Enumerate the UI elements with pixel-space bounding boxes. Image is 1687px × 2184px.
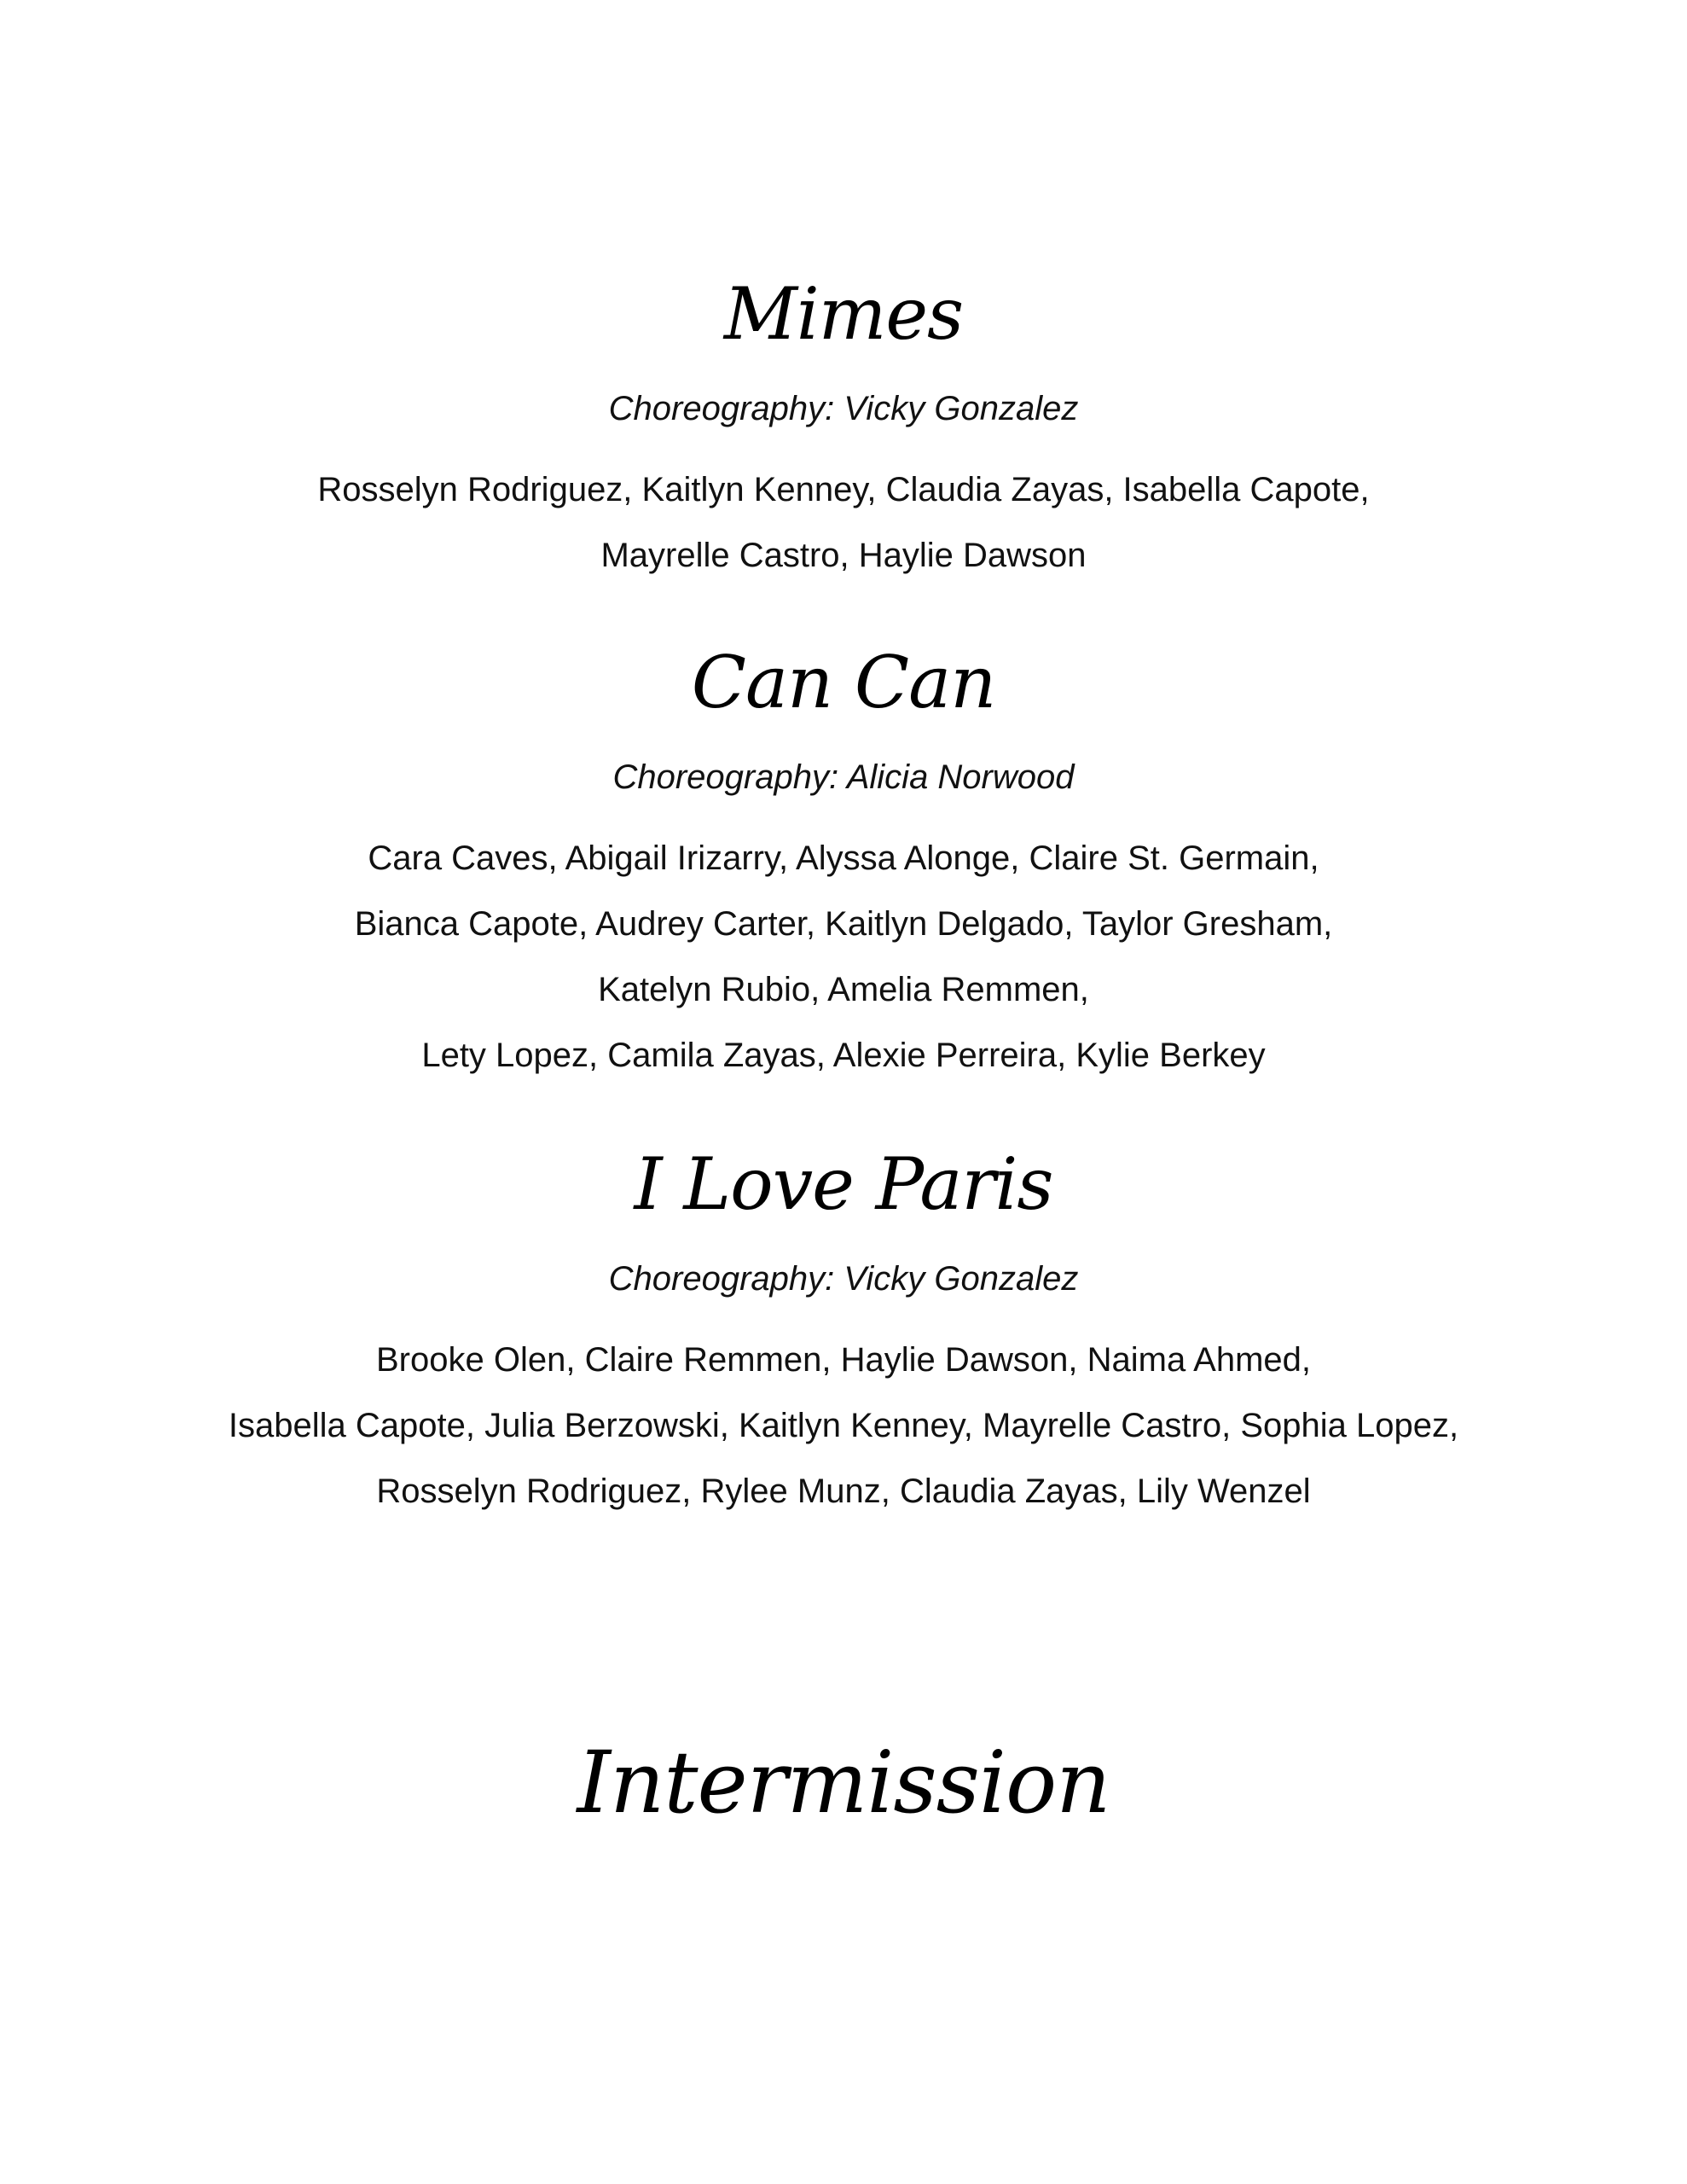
cast-line: Lety Lopez, Camila Zayas, Alexie Perreira, Kylie Berkey bbox=[421, 1037, 1266, 1074]
choreography-credit: Choreography: Alicia Norwood bbox=[612, 758, 1075, 796]
act-title: I Love Paris bbox=[634, 1142, 1053, 1226]
choreography-credit: Choreography: Vicky Gonzalez bbox=[608, 390, 1079, 427]
cast-line: Mayrelle Castro, Haylie Dawson bbox=[600, 537, 1087, 574]
cast-list bbox=[0, 457, 1687, 589]
choreography-credit: Choreography: Vicky Gonzalez bbox=[608, 1260, 1079, 1298]
cast-list bbox=[0, 826, 1687, 1089]
act-can-can bbox=[0, 640, 1687, 1089]
cast-line: Isabella Capote, Julia Berzowski, Kaitlyn Kenney, Mayrelle Castro, Sophia Lopez, bbox=[228, 1407, 1459, 1444]
act-i-love-paris bbox=[0, 1141, 1687, 1525]
cast-list bbox=[0, 1327, 1687, 1525]
act-title: Mimes bbox=[723, 272, 964, 356]
act-mimes bbox=[0, 271, 1687, 589]
cast-line: Rosselyn Rodriguez, Rylee Munz, Claudia Zayas, Lily Wenzel bbox=[376, 1472, 1311, 1510]
cast-line: Bianca Capote, Audrey Carter, Kaitlyn Delgado, Taylor Gresham, bbox=[354, 905, 1333, 943]
intermission-heading: Intermission bbox=[577, 1733, 1110, 1833]
act-title: Can Can bbox=[691, 641, 996, 724]
cast-line: Brooke Olen, Claire Remmen, Haylie Dawson, Naima Ahmed, bbox=[376, 1341, 1311, 1379]
cast-line: Cara Caves, Abigail Irizarry, Alyssa Alonge, Claire St. Germain, bbox=[368, 839, 1319, 877]
cast-line: Katelyn Rubio, Amelia Remmen, bbox=[598, 971, 1089, 1008]
cast-line: Rosselyn Rodriguez, Kaitlyn Kenney, Claudia Zayas, Isabella Capote, bbox=[317, 471, 1370, 508]
